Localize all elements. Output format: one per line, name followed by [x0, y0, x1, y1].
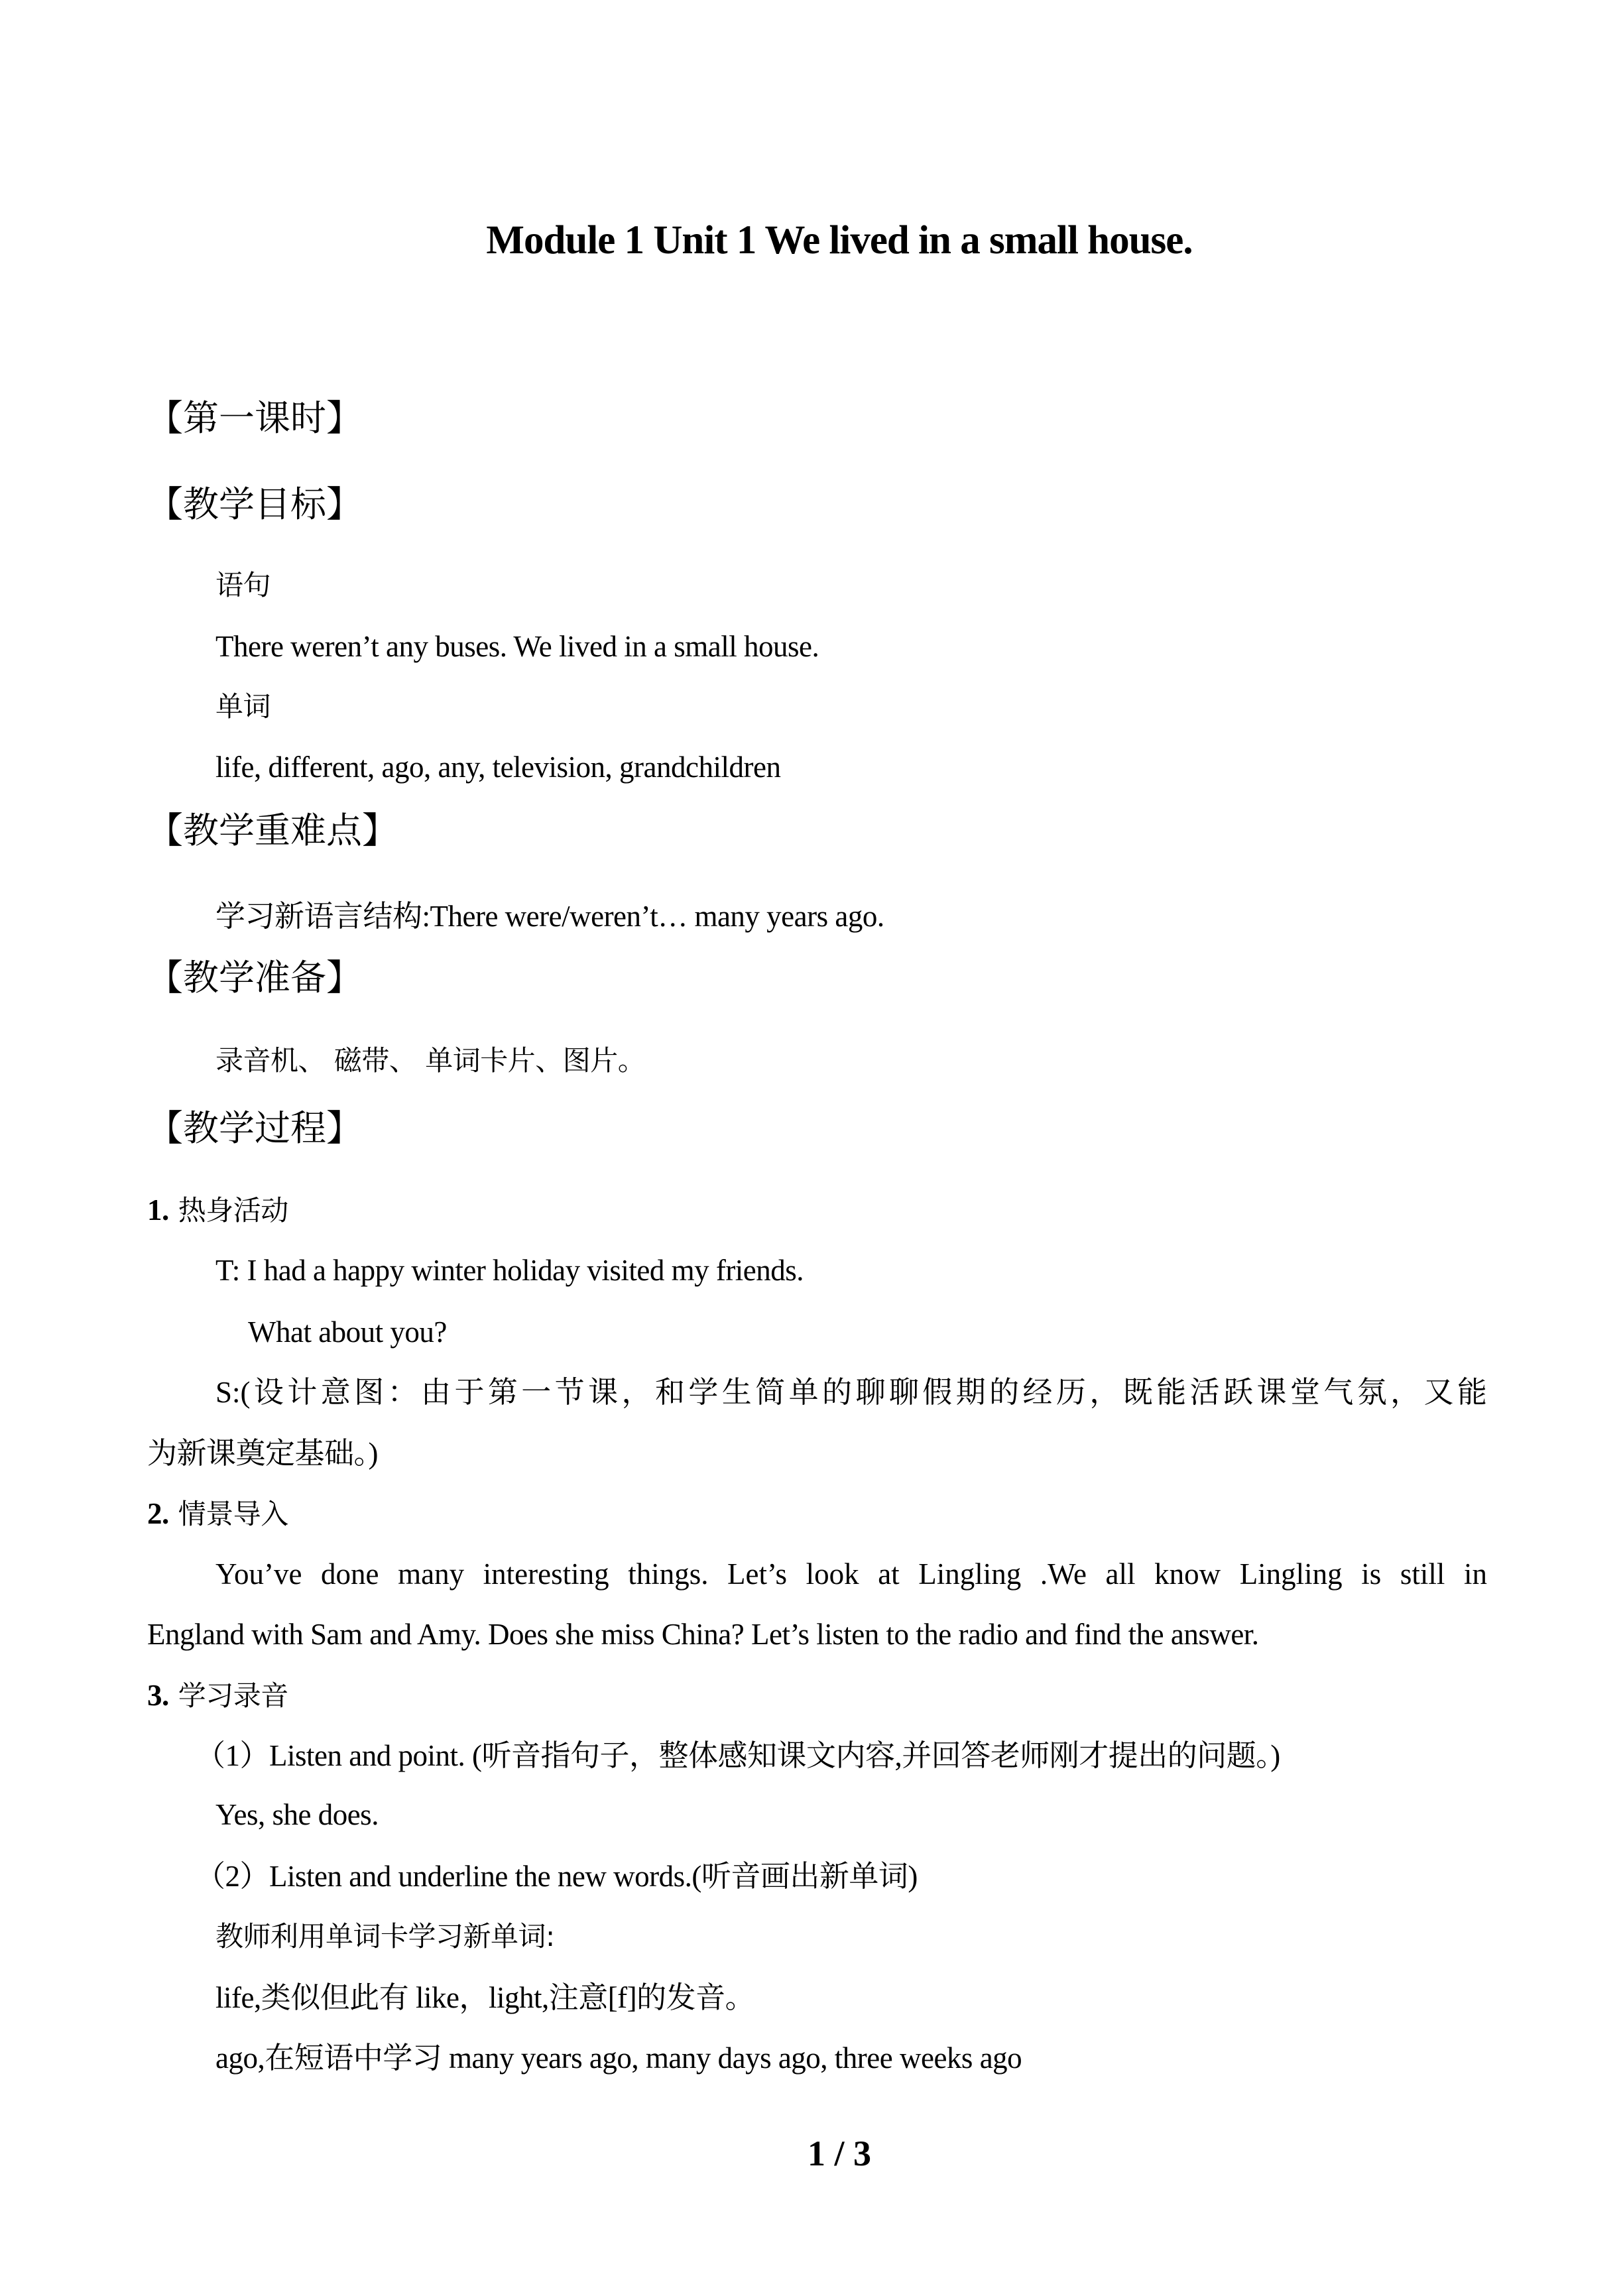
step-3-line: Yes, she does.	[215, 1798, 379, 1831]
step-title: 热身活动	[178, 1194, 288, 1227]
step-number: 1.	[147, 1193, 169, 1227]
step-number: 2.	[147, 1497, 169, 1530]
target-sentences: There weren’t any buses. We lived in a small house.	[215, 630, 819, 663]
process-heading: 【教学过程】	[147, 1107, 362, 1149]
words-label: 单词	[215, 690, 271, 723]
document-title: Module 1 Unit 1 We lived in a small house.	[486, 218, 1193, 263]
key-points-text: 学习新语言结构:There were/weren’t… many years ago.	[215, 900, 884, 933]
step-3-title	[147, 1677, 288, 1715]
step-3-line: ago,在短语中学习 many years ago, many days ago, three weeks ago	[215, 2041, 1022, 2075]
step-2-line: You’ve done many interesting things. Let’s look at Lingling .We all know Lingling is still in	[215, 1557, 1487, 1591]
step-1-line: T: I had a happy winter holiday visited my friends.	[215, 1254, 804, 1287]
step-1-line: S:(设计意图：由于第一节课，和学生简单的聊聊假期的经历，既能活跃课堂气氛，又能	[215, 1376, 1487, 1409]
target-words: life, different, ago, any, television, grandchildren	[215, 751, 781, 784]
lesson-label: 【第一课时】	[147, 397, 362, 439]
step-3-line: （1）Listen and point. (听音指句子，整体感知课文内容,并回答老师刚才提出的问题。)	[196, 1739, 1280, 1772]
step-2-line: England with Sam and Amy. Does she miss China? Let’s listen to the radio and find the answer.	[147, 1618, 1259, 1651]
step-2-title	[147, 1495, 288, 1533]
key-points-heading: 【教学重难点】	[147, 810, 398, 851]
step-1-line: 为新课奠定基础。)	[147, 1437, 378, 1470]
page-indicator: 1 / 3	[807, 2134, 871, 2173]
step-3-line: 教师利用单词卡学习新单词:	[215, 1920, 555, 1953]
step-1-title	[147, 1191, 288, 1229]
step-1-line: What about you?	[248, 1315, 447, 1349]
step-3-line: （2）Listen and underline the new words.(听音画出新单词)	[196, 1860, 918, 1893]
step-3-line: life,类似但此有 like，light,注意[f]的发音。	[215, 1981, 755, 2014]
preparation-heading: 【教学准备】	[147, 957, 362, 998]
sentences-label: 语句	[215, 569, 271, 601]
step-title: 学习录音	[178, 1679, 288, 1712]
objectives-heading: 【教学目标】	[147, 483, 362, 525]
step-title: 情景导入	[178, 1498, 288, 1530]
step-number: 3.	[147, 1679, 169, 1712]
preparation-text: 录音机、 磁带、 单词卡片、图片。	[215, 1044, 646, 1077]
